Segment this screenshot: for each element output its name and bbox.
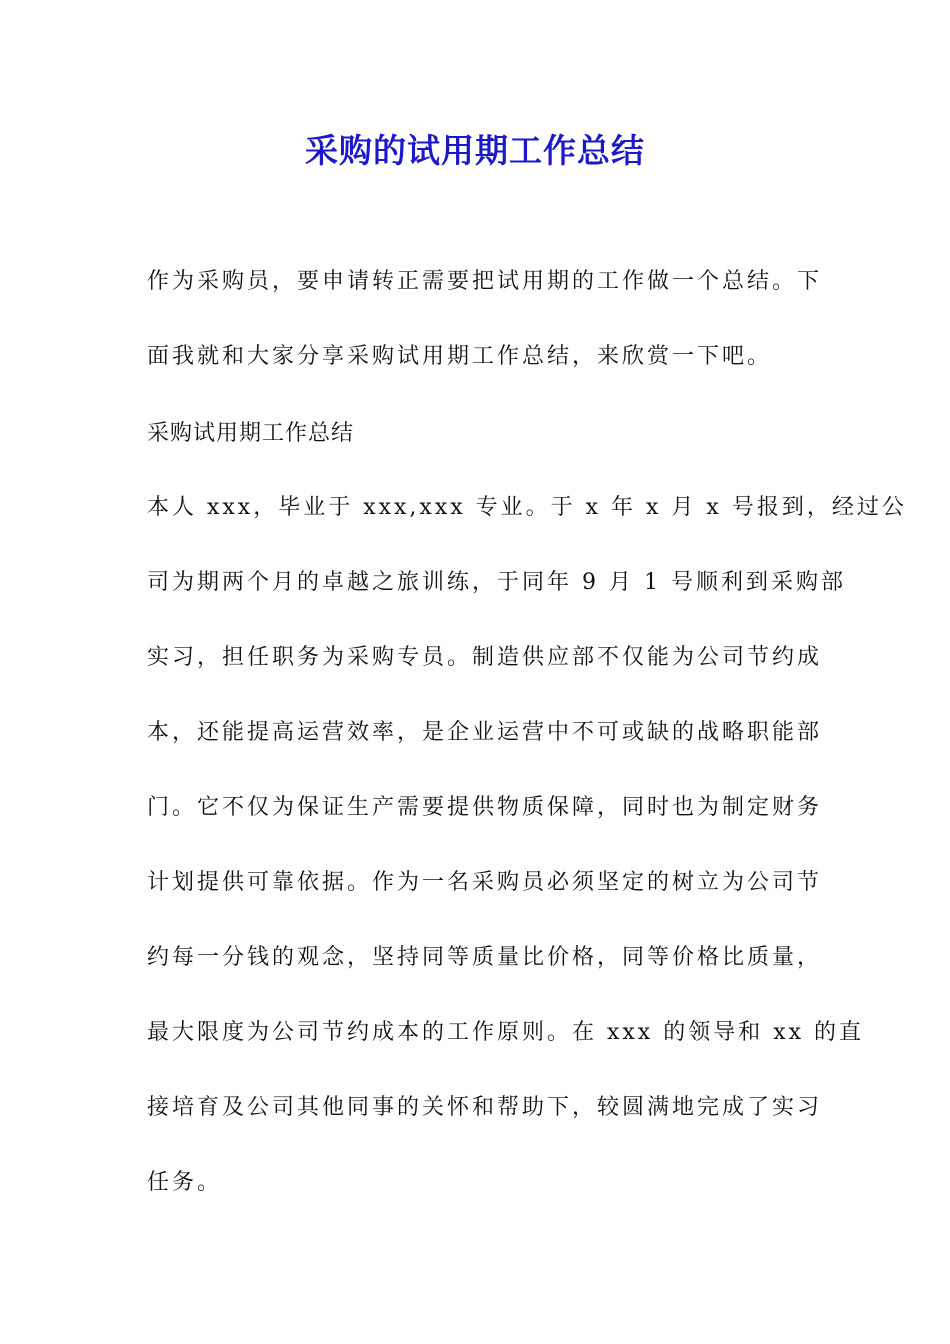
document-title: 采购的试用期工作总结 <box>305 131 645 170</box>
body-line-8: 最大限度为公司节约成本的工作原则。在 xxx 的领导和 xx 的直 <box>147 1020 865 1045</box>
body-line-3: 实习，担任职务为采购专员。制造供应部不仅能为公司节约成 <box>147 645 823 670</box>
body-line-4: 本，还能提高运营效率，是企业运营中不可或缺的战略职能部 <box>147 720 823 745</box>
body-line-2: 司为期两个月的卓越之旅训练，于同年 9 月 1 号顺利到采购部 <box>147 570 846 595</box>
section-subheading: 采购试用期工作总结 <box>147 421 355 446</box>
body-line-6: 计划提供可靠依据。作为一名采购员必须坚定的树立为公司节 <box>147 870 823 895</box>
body-line-1: 本人 xxx，毕业于 xxx,xxx 专业。于 x 年 x 月 x 号报到，经过公 <box>147 495 907 520</box>
body-line-7: 约每一分钱的观念，坚持同等质量比价格，同等价格比质量， <box>147 945 823 970</box>
body-line-9: 接培育及公司其他同事的关怀和帮助下，较圆满地完成了实习 <box>147 1095 823 1120</box>
body-line-5: 门。它不仅为保证生产需要提供物质保障，同时也为制定财务 <box>147 795 823 820</box>
intro-line-2: 面我就和大家分享采购试用期工作总结，来欣赏一下吧。 <box>147 344 773 369</box>
intro-line-1: 作为采购员，要申请转正需要把试用期的工作做一个总结。下 <box>147 269 823 294</box>
body-line-10: 任务。 <box>147 1170 223 1195</box>
